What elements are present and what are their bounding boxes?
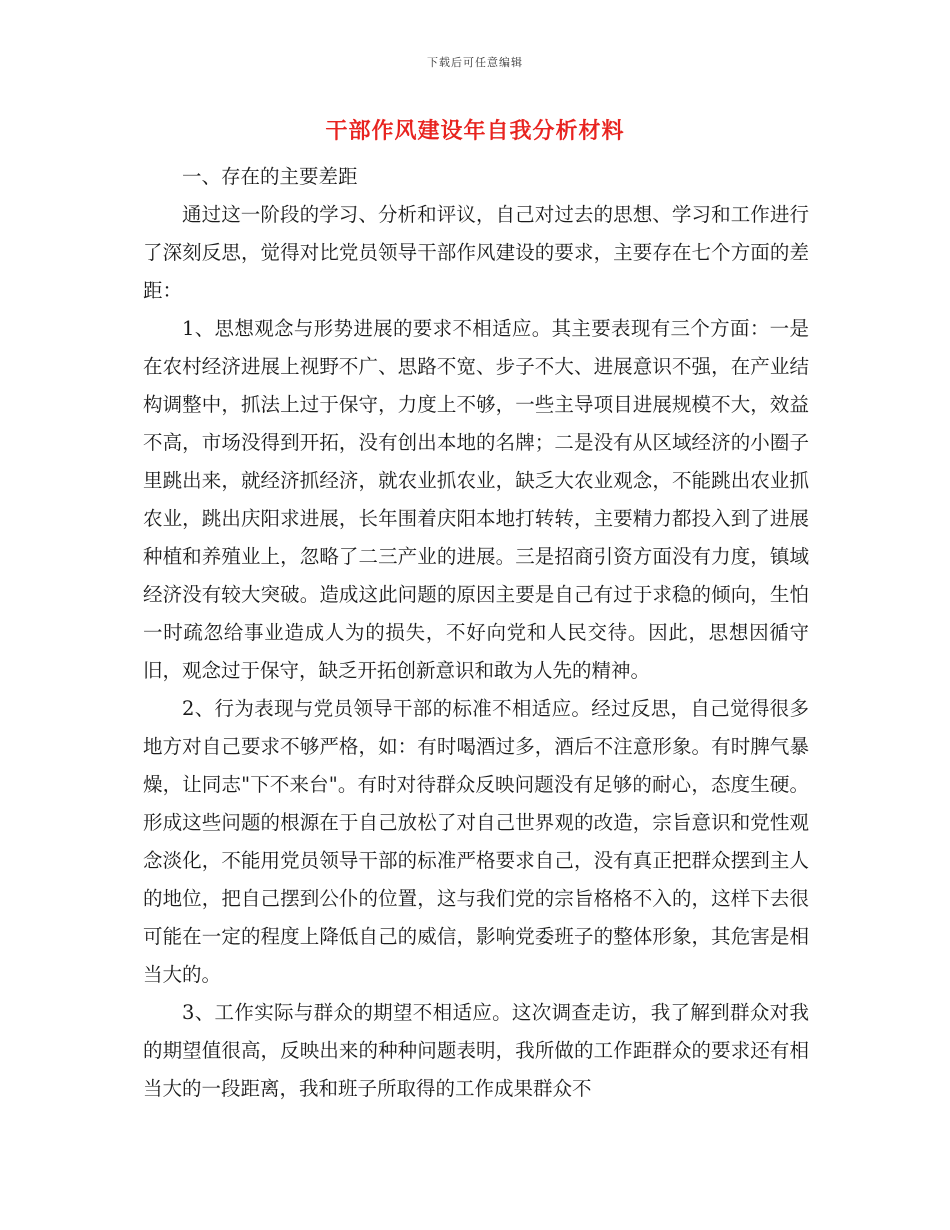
intro-paragraph: 通过这一阶段的学习、分析和评议，自己对过去的思想、学习和工作进行了深刻反思，觉得对比党员领导干部作风建设的要求，主要存在七个方面的差距： (143, 203, 809, 302)
section-heading: 一、存在的主要差距 (182, 165, 358, 188)
paragraph-3: 3、工作实际与群众的期望不相适应。这次调查走访，我了解到群众对我的期望值很高，反映出来的种种问题表明，我所做的工作距群众的要求还有相当大的一段距离，我和班子所取得的工作成果群众不 (143, 1001, 809, 1100)
page-header: 下载后可任意编辑 (427, 56, 523, 69)
paragraph-2: 2、行为表现与党员领导干部的标准不相适应。经过反思，自己觉得很多地方对自己要求不够严格，如：有时喝酒过多，酒后不注意形象。有时脾气暴燥，让同志"下不来台"。有时对待群众反映问题没有足够的耐心，态度生硬。形成这些问题的根源在于自己放松了对自己世界观的改造，宗旨意识和党性观念淡化，不能用党员领导干部的标准严格要求自己，没有真正把群众摆到主人的地位，把自己摆到公仆的位置，这与我们党的宗旨格格不入的，这样下去很可能在一定的程度上降低自己的威信，影响党委班子的整体形象，其危害是相当大的。 (143, 697, 809, 986)
document-body (143, 158, 809, 1108)
paragraph-1: 1、思想观念与形势进展的要求不相适应。其主要表现有三个方面：一是在农村经济进展上视野不广、思路不宽、步子不大、进展意识不强，在产业结构调整中，抓法上过于保守，力度上不够，一些主导项目进展规模不大，效益不高，市场没得到开拓，没有创出本地的名牌；二是没有从区域经济的小圈子里跳出来，就经济抓经济，就农业抓农业，缺乏大农业观念，不能跳出农业抓农业，跳出庆阳求进展，长年围着庆阳本地打转转，主要精力都投入到了进展种植和养殖业上，忽略了二三产业的进展。三是招商引资方面没有力度，镇域经济没有较大突破。造成这此问题的原因主要是自己有过于求稳的倾向，生怕一时疏忽给事业造成人为的损失，不好向党和人民交待。因此，思想因循守旧，观念过于保守，缺乏开拓创新意识和敢为人先的精神。 (143, 317, 809, 682)
document-title: 干部作风建设年自我分析材料 (325, 119, 625, 144)
